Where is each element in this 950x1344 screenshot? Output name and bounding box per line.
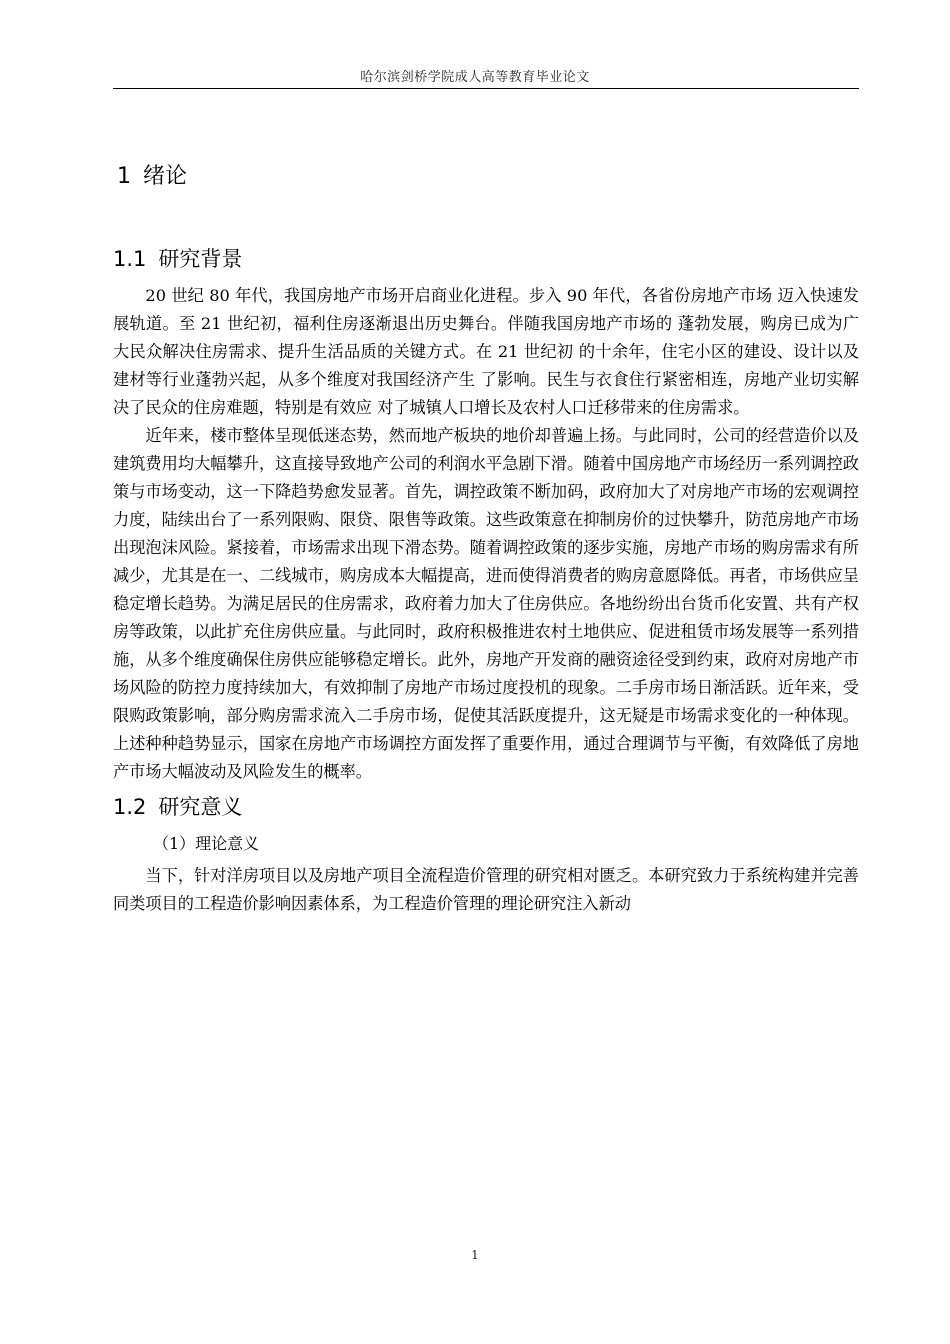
paragraph: 20 世纪 80 年代，我国房地产市场开启商业化进程。步入 90 年代，各省份房地产市场 迈入快速发展轨道。至 21 世纪初，福利住房逐渐退出历史舞台。伴随我国房地产市场的 蓬勃发展，购房已成为广大民众解决住房需求、提升生活品质的关键方式。在 21 世纪初 的十余年，住宅小区的建设、设计以及建材等行业蓬勃兴起，从多个维度对我国经济产生 了影响。民生与衣食住行紧密相连，房地产业切实解决了民众的住房难题，特别是有效应 对了城镇人口增长及农村人口迁移带来的住房需求。 bbox=[113, 286, 860, 417]
section-heading-significance bbox=[113, 792, 859, 822]
chapter-title: 绪论 bbox=[143, 164, 188, 189]
section-heading-background bbox=[113, 244, 859, 274]
paragraph: 近年来，楼市整体呈现低迷态势，然而地产板块的地价却普遍上扬。与此同时，公司的经营造价以及建筑费用均大幅攀升，这直接导致地产公司的利润水平急剧下滑。随着中国房地产市场经历一系列调控政策与市场变动，这一下降趋势愈发显著。首先，调控政策不断加码，政府加大了对房地产市场的宏观调控力度，陆续出台了一系列限购、限贷、限售等政策。这些政策意在抑制房价的过快攀升，防范房地产市场出现泡沫风险。紧接着，市场需求出现下滑态势。随着调控政策的逐步实施，房地产市场的购房需求有所减少，尤其是在一、二线城市，购房成本大幅提高，进而使得消费者的购房意愿降低。再者，市场供应呈稳定增长趋势。为满足居民的住房需求，政府着力加大了住房供应。各地纷纷出台货币化安置、共有产权房等政策，以此扩充住房供应量。与此同时，政府积极推进农村土地供应、促进租赁市场发展等一系列措施，从多个维度确保住房供应能够稳定增长。此外，房地产开发商的融资途径受到约束，政府对房地产市场风险的防控力度持续加大，有效抑制了房地产市场过度投机的现象。二手房市场日渐活跃。近年来，受限购政策影响，部分购房需求流入二手房市场，促使其活跃度提升，这无疑是市场需求变化的一种体现。上述种种趋势显示，国家在房地产市场调控方面发挥了重要作用，通过合理调节与平衡，有效降低了房地产市场大幅波动及风险发生的概率。 bbox=[113, 426, 859, 781]
page-number: 1 bbox=[471, 1248, 479, 1262]
chapter-number: 1 bbox=[117, 164, 131, 189]
section-number: 1.2 bbox=[113, 795, 147, 819]
section-title: 研究意义 bbox=[158, 795, 243, 819]
chapter-heading bbox=[117, 162, 859, 192]
paragraph: 当下，针对洋房项目以及房地产项目全流程造价管理的研究相对匮乏。本研究致力于系统构建并完善同类项目的工程造价影响因素体系，为工程造价管理的理论研究注入新动 bbox=[113, 866, 859, 913]
header-divider bbox=[113, 88, 859, 89]
subheading-theoretical: （1）理论意义 bbox=[153, 834, 260, 853]
page-header: 哈尔滨剑桥学院成人高等教育毕业论文 bbox=[360, 70, 590, 85]
section-number: 1.1 bbox=[113, 247, 147, 271]
document-body bbox=[113, 150, 859, 918]
section-title: 研究背景 bbox=[158, 247, 243, 271]
